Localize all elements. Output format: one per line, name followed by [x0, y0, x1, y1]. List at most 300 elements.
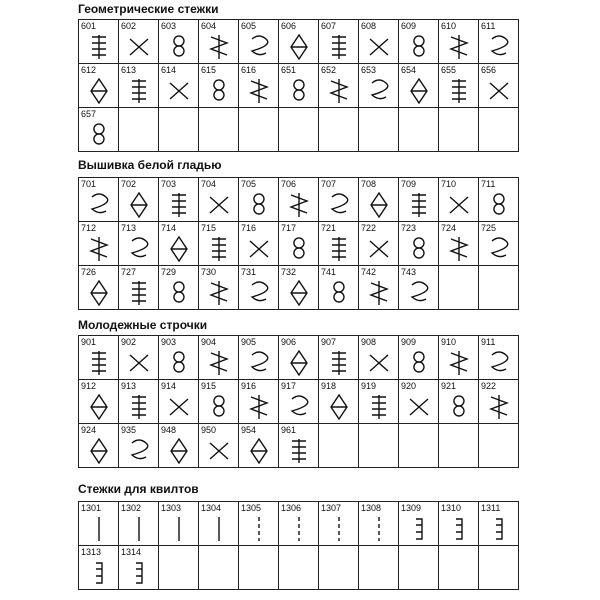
stitch-pattern-icon [286, 77, 312, 105]
stitch-cell[interactable] [359, 266, 399, 310]
stitch-number: 1307 [321, 503, 342, 513]
stitch-cell[interactable] [79, 502, 119, 546]
stitch-cell[interactable] [199, 222, 239, 266]
stitch-number: 950 [201, 425, 217, 435]
stitch-pattern-icon [286, 393, 312, 421]
stitch-pattern-icon [166, 33, 192, 61]
stitch-pattern-icon [86, 235, 112, 263]
stitch-number: 726 [81, 267, 97, 277]
stitch-pattern-icon [446, 349, 472, 377]
stitch-number: 1305 [241, 503, 262, 513]
empty-cell [399, 546, 439, 590]
stitch-cell[interactable] [159, 222, 199, 266]
stitch-number: 721 [321, 223, 337, 233]
stitch-pattern-icon [486, 393, 512, 421]
stitch-pattern-icon [366, 77, 392, 105]
stitch-number: 652 [321, 65, 337, 75]
empty-cell [359, 546, 399, 590]
empty-cell [319, 546, 359, 590]
stitch-number: 706 [281, 179, 297, 189]
stitch-pattern-icon [126, 515, 152, 543]
stitch-pattern-icon [286, 349, 312, 377]
stitch-number: 607 [321, 21, 337, 31]
stitch-grid-quilt [78, 501, 519, 590]
stitch-cell[interactable] [79, 380, 119, 424]
stitch-number: 610 [441, 21, 457, 31]
empty-cell [479, 108, 519, 152]
stitch-pattern-icon [326, 235, 352, 263]
stitch-cell[interactable] [439, 380, 479, 424]
stitch-pattern-icon [126, 77, 152, 105]
stitch-number: 1302 [121, 503, 142, 513]
stitch-cell[interactable] [159, 266, 199, 310]
stitch-cell[interactable] [319, 64, 359, 108]
stitch-cell[interactable] [199, 266, 239, 310]
stitch-pattern-icon [86, 437, 112, 465]
stitch-pattern-icon [166, 235, 192, 263]
stitch-pattern-icon [406, 279, 432, 307]
stitch-number: 1311 [481, 503, 501, 513]
stitch-cell[interactable] [239, 380, 279, 424]
stitch-number: 703 [161, 179, 177, 189]
stitch-cell[interactable] [319, 222, 359, 266]
stitch-cell[interactable] [479, 20, 519, 64]
stitch-number: 911 [481, 337, 496, 347]
stitch-number: 715 [201, 223, 217, 233]
stitch-cell[interactable] [439, 178, 479, 222]
stitch-cell[interactable] [119, 336, 159, 380]
stitch-pattern-icon [86, 393, 112, 421]
stitch-grid-youth [78, 335, 519, 468]
stitch-cell[interactable] [359, 380, 399, 424]
stitch-cell[interactable] [439, 20, 479, 64]
stitch-pattern-icon [166, 77, 192, 105]
stitch-cell[interactable] [79, 20, 119, 64]
stitch-number: 702 [121, 179, 137, 189]
stitch-cell[interactable] [279, 64, 319, 108]
stitch-number: 904 [201, 337, 217, 347]
stitch-cell[interactable] [359, 336, 399, 380]
stitch-pattern-icon [246, 437, 272, 465]
stitch-cell[interactable] [199, 178, 239, 222]
stitch-cell[interactable] [79, 266, 119, 310]
stitch-number: 729 [161, 267, 177, 277]
stitch-pattern-icon [406, 77, 432, 105]
stitch-number: 654 [401, 65, 417, 75]
stitch-number: 919 [361, 381, 377, 391]
stitch-number: 910 [441, 337, 457, 347]
stitch-number: 914 [161, 381, 177, 391]
section-title-quilt: Стежки для квилтов [78, 482, 199, 496]
stitch-pattern-icon [166, 515, 192, 543]
stitch-cell[interactable] [159, 502, 199, 546]
stitch-pattern-icon [446, 393, 472, 421]
empty-cell [159, 108, 199, 152]
stitch-cell[interactable] [79, 546, 119, 590]
stitch-cell[interactable] [239, 502, 279, 546]
stitch-cell[interactable] [119, 546, 159, 590]
empty-cell [439, 424, 479, 468]
stitch-cell[interactable] [79, 336, 119, 380]
stitch-number: 903 [161, 337, 177, 347]
stitch-number: 605 [241, 21, 257, 31]
stitch-pattern-icon [286, 191, 312, 219]
stitch-pattern-icon [406, 515, 432, 543]
stitch-number: 921 [441, 381, 457, 391]
stitch-cell[interactable] [279, 380, 319, 424]
empty-cell [319, 424, 359, 468]
empty-cell [279, 108, 319, 152]
stitch-cell[interactable] [319, 178, 359, 222]
stitch-number: 908 [361, 337, 377, 347]
stitch-number: 961 [281, 425, 297, 435]
stitch-cell[interactable] [359, 502, 399, 546]
stitch-number: 901 [81, 337, 97, 347]
stitch-pattern-icon [286, 279, 312, 307]
empty-cell [399, 424, 439, 468]
stitch-cell[interactable] [119, 64, 159, 108]
stitch-pattern-icon [326, 33, 352, 61]
stitch-cell[interactable] [399, 222, 439, 266]
stitch-pattern-icon [446, 515, 472, 543]
stitch-cell[interactable] [399, 178, 439, 222]
stitch-cell[interactable] [199, 380, 239, 424]
stitch-pattern-icon [366, 349, 392, 377]
empty-cell [159, 546, 199, 590]
section-title-youth: Молодежные строчки [78, 318, 208, 332]
stitch-cell[interactable] [119, 266, 159, 310]
stitch-cell[interactable] [279, 424, 319, 468]
stitch-number: 731 [241, 267, 257, 277]
stitch-number: 954 [241, 425, 257, 435]
stitch-number: 906 [281, 337, 297, 347]
stitch-cell[interactable] [359, 178, 399, 222]
stitch-pattern-icon [126, 191, 152, 219]
stitch-pattern-icon [246, 279, 272, 307]
stitch-pattern-icon [246, 515, 272, 543]
stitch-pattern-icon [126, 279, 152, 307]
stitch-cell[interactable] [239, 64, 279, 108]
stitch-cell[interactable] [79, 64, 119, 108]
stitch-pattern-icon [366, 393, 392, 421]
stitch-pattern-icon [206, 393, 232, 421]
stitch-cell[interactable] [319, 20, 359, 64]
stitch-cell[interactable] [199, 424, 239, 468]
stitch-cell[interactable] [479, 222, 519, 266]
stitch-number: 655 [441, 65, 457, 75]
stitch-number: 609 [401, 21, 417, 31]
stitch-number: 1303 [161, 503, 182, 513]
stitch-pattern-icon [86, 515, 112, 543]
stitch-cell[interactable] [479, 380, 519, 424]
stitch-pattern-icon [206, 191, 232, 219]
stitch-pattern-icon [286, 235, 312, 263]
stitch-pattern-icon [406, 235, 432, 263]
stitch-cell[interactable] [279, 266, 319, 310]
stitch-pattern-icon [86, 349, 112, 377]
stitch-cell[interactable] [479, 502, 519, 546]
stitch-number: 913 [121, 381, 137, 391]
stitch-pattern-icon [206, 77, 232, 105]
stitch-number: 948 [161, 425, 177, 435]
stitch-number: 732 [281, 267, 297, 277]
stitch-cell[interactable] [239, 266, 279, 310]
stitch-pattern-icon [86, 77, 112, 105]
stitch-pattern-icon [166, 437, 192, 465]
stitch-number: 1306 [281, 503, 302, 513]
stitch-number: 722 [361, 223, 377, 233]
stitch-cell[interactable] [119, 380, 159, 424]
stitch-pattern-icon [206, 515, 232, 543]
stitch-cell[interactable] [199, 20, 239, 64]
empty-cell [479, 266, 519, 310]
empty-cell [119, 108, 159, 152]
stitch-cell[interactable] [319, 502, 359, 546]
stitch-pattern-icon [486, 515, 512, 543]
stitch-pattern-icon [126, 33, 152, 61]
stitch-cell[interactable] [399, 266, 439, 310]
stitch-pattern-icon [246, 77, 272, 105]
stitch-cell[interactable] [479, 336, 519, 380]
stitch-cell[interactable] [439, 222, 479, 266]
stitch-pattern-icon [86, 121, 112, 149]
stitch-pattern-icon [406, 349, 432, 377]
stitch-cell[interactable] [119, 178, 159, 222]
stitch-cell[interactable] [479, 64, 519, 108]
stitch-pattern-icon [206, 33, 232, 61]
stitch-cell[interactable] [439, 502, 479, 546]
stitch-number: 1304 [201, 503, 222, 513]
stitch-number: 714 [161, 223, 177, 233]
stitch-number: 915 [201, 381, 217, 391]
stitch-cell[interactable] [119, 424, 159, 468]
stitch-cell[interactable] [279, 20, 319, 64]
stitch-number: 741 [321, 267, 337, 277]
stitch-cell[interactable] [239, 222, 279, 266]
stitch-pattern-icon [286, 437, 312, 465]
empty-cell [359, 108, 399, 152]
stitch-cell[interactable] [239, 424, 279, 468]
stitch-number: 730 [201, 267, 217, 277]
stitch-number: 653 [361, 65, 377, 75]
stitch-pattern-icon [406, 191, 432, 219]
stitch-number: 725 [481, 223, 497, 233]
stitch-pattern-icon [446, 77, 472, 105]
stitch-cell[interactable] [279, 178, 319, 222]
stitch-cell[interactable] [199, 64, 239, 108]
stitch-number: 724 [441, 223, 457, 233]
stitch-pattern-icon [86, 191, 112, 219]
stitch-cell[interactable] [159, 336, 199, 380]
empty-cell [239, 546, 279, 590]
stitch-cell[interactable] [239, 20, 279, 64]
stitch-number: 917 [281, 381, 297, 391]
stitch-pattern-icon [246, 349, 272, 377]
stitch-pattern-icon [366, 515, 392, 543]
stitch-cell[interactable] [79, 222, 119, 266]
stitch-cell[interactable] [119, 20, 159, 64]
stitch-cell[interactable] [479, 178, 519, 222]
stitch-number: 713 [121, 223, 137, 233]
empty-cell [239, 108, 279, 152]
stitch-cell[interactable] [239, 178, 279, 222]
stitch-cell[interactable] [159, 178, 199, 222]
stitch-pattern-icon [366, 33, 392, 61]
empty-cell [479, 424, 519, 468]
stitch-number: 614 [161, 65, 177, 75]
stitch-pattern-icon [246, 191, 272, 219]
stitch-cell[interactable] [159, 20, 199, 64]
stitch-pattern-icon [126, 437, 152, 465]
stitch-cell[interactable] [319, 380, 359, 424]
stitch-cell[interactable] [399, 502, 439, 546]
stitch-pattern-icon [446, 33, 472, 61]
stitch-number: 1314 [121, 547, 142, 557]
stitch-pattern-icon [366, 191, 392, 219]
stitch-number: 742 [361, 267, 377, 277]
stitch-pattern-icon [166, 279, 192, 307]
stitch-cell[interactable] [359, 20, 399, 64]
stitch-number: 656 [481, 65, 497, 75]
stitch-cell[interactable] [279, 336, 319, 380]
stitch-cell[interactable] [359, 222, 399, 266]
stitch-number: 909 [401, 337, 417, 347]
stitch-number: 613 [121, 65, 137, 75]
stitch-number: 935 [121, 425, 137, 435]
stitch-cell[interactable] [119, 502, 159, 546]
stitch-number: 717 [281, 223, 297, 233]
stitch-number: 1301 [81, 503, 102, 513]
stitch-cell[interactable] [319, 336, 359, 380]
stitch-pattern-icon [326, 349, 352, 377]
stitch-number: 712 [81, 223, 97, 233]
stitch-cell[interactable] [79, 424, 119, 468]
empty-cell [479, 546, 519, 590]
stitch-pattern-icon [326, 191, 352, 219]
stitch-pattern-icon [326, 77, 352, 105]
stitch-cell[interactable] [199, 336, 239, 380]
stitch-cell[interactable] [159, 424, 199, 468]
stitch-number: 1309 [401, 503, 422, 513]
stitch-number: 601 [81, 21, 97, 31]
stitch-number: 657 [81, 109, 97, 119]
stitch-cell[interactable] [159, 64, 199, 108]
stitch-pattern-icon [326, 279, 352, 307]
empty-cell [359, 424, 399, 468]
stitch-cell[interactable] [239, 336, 279, 380]
stitch-pattern-icon [246, 33, 272, 61]
stitch-number: 701 [81, 179, 97, 189]
stitch-cell[interactable] [79, 108, 119, 152]
stitch-number: 651 [281, 65, 297, 75]
stitch-number: 723 [401, 223, 417, 233]
stitch-pattern-icon [86, 33, 112, 61]
stitch-cell[interactable] [439, 64, 479, 108]
stitch-cell[interactable] [199, 502, 239, 546]
stitch-pattern-icon [206, 235, 232, 263]
stitch-number: 611 [481, 21, 496, 31]
stitch-cell[interactable] [79, 178, 119, 222]
stitch-grid-satin [78, 177, 519, 310]
stitch-pattern-icon [486, 191, 512, 219]
stitch-number: 1313 [81, 547, 102, 557]
stitch-pattern-icon [86, 559, 112, 587]
stitch-pattern-icon [166, 393, 192, 421]
stitch-pattern-icon [246, 393, 272, 421]
empty-cell [279, 546, 319, 590]
stitch-number: 922 [481, 381, 497, 391]
stitch-pattern-icon [126, 559, 152, 587]
stitch-pattern-icon [206, 349, 232, 377]
stitch-number: 709 [401, 179, 417, 189]
stitch-cell[interactable] [319, 266, 359, 310]
stitch-pattern-icon [486, 235, 512, 263]
stitch-pattern-icon [366, 279, 392, 307]
stitch-pattern-icon [406, 33, 432, 61]
empty-cell [199, 108, 239, 152]
stitch-grid-geometric [78, 19, 519, 152]
stitch-cell[interactable] [399, 64, 439, 108]
stitch-number: 606 [281, 21, 297, 31]
stitch-pattern-icon [486, 33, 512, 61]
stitch-cell[interactable] [119, 222, 159, 266]
empty-cell [439, 266, 479, 310]
stitch-number: 707 [321, 179, 337, 189]
stitch-pattern-icon [126, 235, 152, 263]
stitch-number: 710 [441, 179, 457, 189]
stitch-cell[interactable] [279, 222, 319, 266]
stitch-number: 1310 [441, 503, 462, 513]
stitch-pattern-icon [86, 279, 112, 307]
stitch-number: 727 [121, 267, 137, 277]
stitch-number: 716 [241, 223, 257, 233]
stitch-cell[interactable] [439, 336, 479, 380]
stitch-cell[interactable] [399, 380, 439, 424]
stitch-number: 616 [241, 65, 257, 75]
stitch-cell[interactable] [399, 20, 439, 64]
stitch-number: 612 [81, 65, 97, 75]
stitch-cell[interactable] [399, 336, 439, 380]
stitch-pattern-icon [166, 191, 192, 219]
stitch-pattern-icon [166, 349, 192, 377]
stitch-number: 711 [481, 179, 496, 189]
stitch-pattern-icon [246, 235, 272, 263]
stitch-cell[interactable] [159, 380, 199, 424]
stitch-cell[interactable] [279, 502, 319, 546]
stitch-pattern-icon [446, 235, 472, 263]
stitch-number: 916 [241, 381, 257, 391]
stitch-pattern-icon [126, 349, 152, 377]
stitch-number: 603 [161, 21, 177, 31]
section-title-satin: Вышивка белой гладью [78, 158, 222, 172]
stitch-number: 912 [81, 381, 97, 391]
stitch-pattern-icon [286, 515, 312, 543]
stitch-cell[interactable] [359, 64, 399, 108]
stitch-pattern-icon [206, 279, 232, 307]
section-title-geometric: Геометрические стежки [78, 2, 219, 16]
stitch-number: 905 [241, 337, 257, 347]
stitch-number: 602 [121, 21, 137, 31]
empty-cell [399, 108, 439, 152]
stitch-number: 907 [321, 337, 337, 347]
empty-cell [439, 546, 479, 590]
stitch-pattern-icon [126, 393, 152, 421]
stitch-pattern-icon [286, 33, 312, 61]
empty-cell [319, 108, 359, 152]
stitch-pattern-icon [446, 191, 472, 219]
stitch-number: 918 [321, 381, 337, 391]
stitch-pattern-icon [486, 77, 512, 105]
